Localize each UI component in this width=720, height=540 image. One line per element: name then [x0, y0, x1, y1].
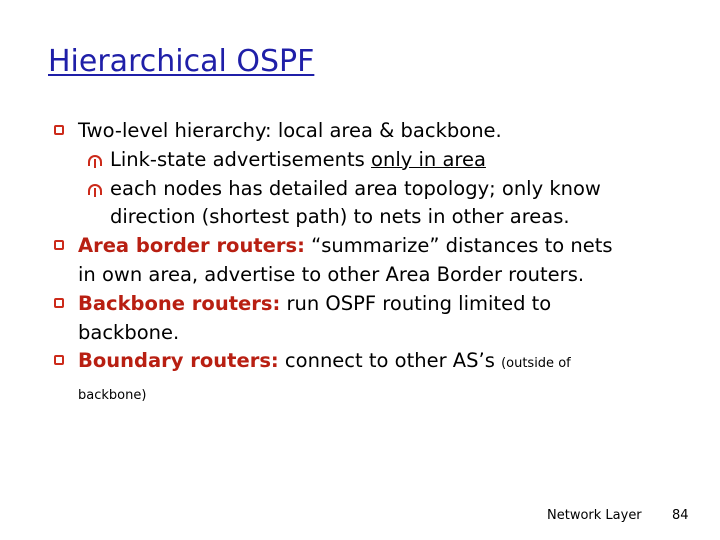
bullet-note: (outside of — [501, 356, 571, 372]
square-bullet-icon — [54, 298, 64, 308]
slide-title: Hierarchical OSPF — [48, 44, 315, 79]
square-bullet-icon — [54, 355, 64, 365]
sub-bullet-area-topology — [54, 175, 694, 233]
sub-bullet-text-line1: each nodes has detailed area topology; only know — [110, 176, 601, 200]
bullet-backbone-routers — [54, 290, 694, 348]
sub-bullet-underlined-text: only in area — [371, 147, 486, 171]
bullet-text-line1: “summarize” distances to nets — [304, 234, 613, 258]
bullet-area-border-routers — [54, 232, 694, 290]
bullet-note-continued: backbone) — [78, 388, 147, 404]
bullet-text-line2: in own area, advertise to other Area Border routers. — [78, 262, 585, 286]
bullet-boundary-routers — [54, 347, 694, 411]
bullet-text-line1: connect to other AS’s — [278, 349, 502, 373]
bullet-label: Backbone routers: — [78, 291, 281, 315]
square-bullet-icon — [54, 125, 64, 135]
sub-bullet-icon — [88, 184, 102, 195]
bullet-text-line2: backbone. — [78, 320, 180, 344]
bullet-label: Area border routers: — [78, 234, 305, 258]
footer-label: Network Layer — [547, 508, 642, 523]
bullet-two-level-hierarchy — [54, 117, 694, 146]
bullet-text: Two-level hierarchy: local area & backbone. — [78, 119, 502, 142]
sub-bullet-link-state — [54, 146, 694, 175]
bullet-text-line1: run OSPF routing limited to — [280, 291, 552, 315]
page-number: 84 — [672, 508, 689, 523]
sub-bullet-text-line2: direction (shortest path) to nets in other areas. — [110, 205, 570, 229]
bullet-list — [54, 117, 694, 411]
sub-bullet-icon — [88, 155, 102, 166]
bullet-label: Boundary routers: — [78, 349, 279, 373]
square-bullet-icon — [54, 240, 64, 250]
sub-bullet-text: Link-state advertisements — [110, 147, 372, 171]
